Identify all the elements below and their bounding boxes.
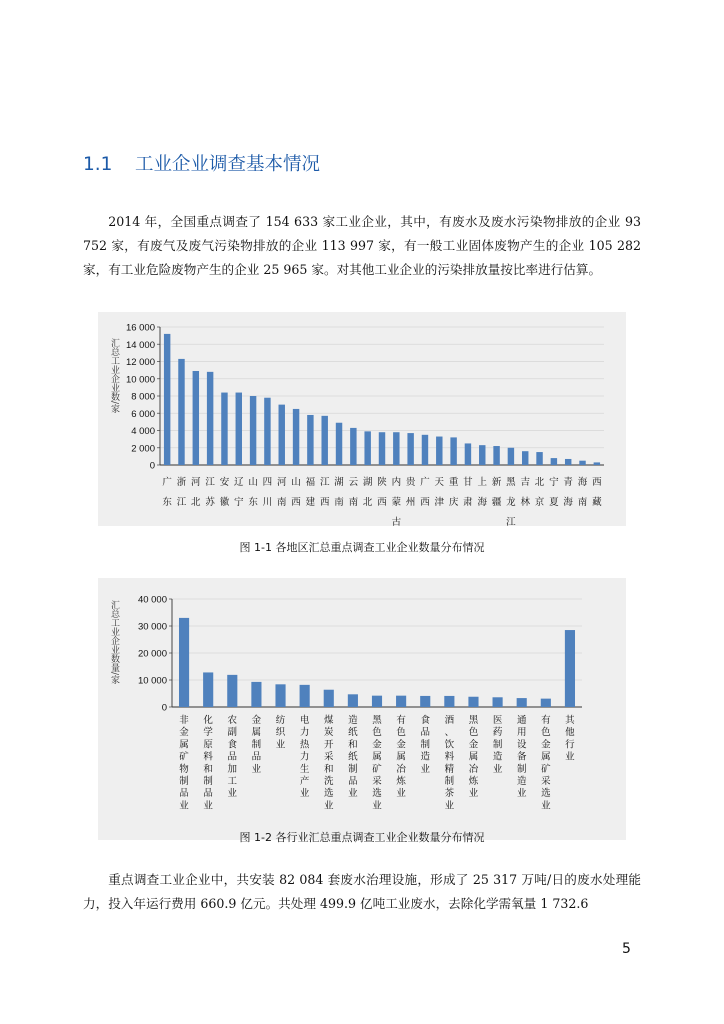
bar: [393, 432, 399, 465]
category-label: 黑色金属冶炼业: [468, 715, 479, 800]
bar: [396, 696, 406, 707]
bar: [479, 445, 485, 465]
category-label: 黑龙江: [506, 477, 516, 526]
category-label: 辽宁: [234, 477, 244, 508]
bar: [264, 398, 270, 465]
y-axis-label: 汇总工业企业数/家: [109, 338, 119, 414]
category-label: 金属制品业: [251, 715, 262, 775]
bar: [372, 696, 382, 707]
bar: [407, 433, 413, 465]
category-label: 山东: [248, 477, 258, 508]
bar: [444, 696, 454, 707]
y-tick-label: 30 000: [137, 621, 167, 633]
bar: [436, 437, 442, 465]
category-label: 通用设备制造业: [516, 715, 527, 800]
figure-1-caption: 图 1-1 各地区汇总重点调查工业企业数量分布情况: [239, 541, 485, 554]
category-label: 海南: [577, 477, 588, 508]
paragraph-wastewater: 重点调查工业企业中，共安装 82 084 套废水治理设施，形成了 25 317 万吨/日的废水处理能力，投入年运行费用 660.9 亿元。共处理 499.9 亿吨工业废水，去除化学需氧量 1 732.6: [83, 872, 641, 911]
y-tick-label: 20 000: [137, 648, 167, 660]
category-label: 湖北: [362, 477, 373, 508]
bar: [348, 694, 358, 707]
bar: [324, 690, 334, 707]
paragraph-intro: 2014 年，全国重点调查了 154 633 家工业企业，其中，有废水及废水污染物排放的企业 93 752 家，有废气及废气污染物排放的企业 113 997 家，有一般工业固体废物产生的企业 105 282 家，有工业危险废物产生的企业 25 965 家。对其他工业企业的污染排放量按比率进行估算。: [83, 214, 641, 277]
bar: [293, 409, 299, 465]
y-tick-label: 14 000: [125, 339, 155, 351]
category-label: 广东: [162, 477, 172, 508]
bar: [465, 443, 471, 465]
bar: [207, 372, 213, 465]
bar: [379, 432, 385, 465]
category-label: 宁夏: [549, 477, 559, 508]
bar: [517, 698, 527, 707]
bar: [300, 685, 310, 707]
y-tick-label: 4 000: [131, 426, 155, 437]
category-label: 造纸和纸制品业: [348, 715, 358, 800]
y-tick-label: 2 000: [131, 443, 155, 455]
section-number: 1.1: [83, 154, 113, 175]
category-label: 有色金属冶炼业: [396, 715, 406, 800]
bar: [178, 359, 184, 465]
bar: [221, 393, 227, 465]
category-label: 内蒙古: [391, 477, 402, 526]
y-tick-label: 10 000: [137, 675, 167, 687]
bar: [565, 630, 575, 707]
bar: [193, 371, 199, 465]
category-label: 纺织业: [275, 715, 286, 751]
category-label: 河北: [191, 477, 201, 508]
category-label: 电力热力生产业: [299, 715, 310, 800]
bar: [251, 682, 261, 707]
bar: [522, 451, 528, 465]
category-label: 化学原料和制品业: [203, 715, 213, 812]
category-label: 农副食品加工业: [227, 715, 238, 800]
category-label: 河南: [276, 477, 287, 508]
bar: [164, 334, 170, 465]
bar: [279, 405, 285, 465]
bar: [468, 697, 478, 707]
y-tick-label: 16 000: [125, 322, 155, 334]
category-label: 上海: [477, 477, 488, 508]
y-tick-label: 40 000: [137, 594, 167, 606]
bar: [179, 618, 189, 707]
category-label: 煤炭开采和洗选业: [324, 715, 334, 812]
bar: [227, 675, 237, 707]
y-tick-label: 12 000: [125, 357, 155, 368]
category-label: 医药制造业: [492, 715, 503, 775]
bar: [493, 697, 503, 707]
bar: [275, 684, 285, 707]
bar: [541, 699, 551, 707]
bar: [420, 696, 430, 707]
bar: [551, 458, 557, 465]
bar: [536, 452, 542, 465]
bar: [594, 462, 600, 465]
figure-2-chart: [98, 578, 626, 840]
category-label: 陕西: [377, 477, 387, 508]
category-label: 江苏: [205, 477, 215, 508]
category-label: 其他行业: [565, 715, 575, 763]
industry-bar-chart: [98, 578, 626, 840]
bar: [364, 431, 370, 465]
section-title: 工业企业调查基本情况: [135, 154, 321, 175]
category-label: 食品制造业: [420, 715, 430, 775]
category-label: 西藏: [592, 477, 602, 508]
category-label: 重庆: [448, 477, 459, 508]
category-label: 甘肃: [463, 477, 473, 508]
bar: [450, 437, 456, 465]
category-label: 有色金属矿采选业: [541, 715, 551, 812]
figure-2-caption: 图 1-2 各行业汇总重点调查工业企业数量分布情况: [239, 831, 485, 844]
category-label: 湖南: [334, 477, 344, 508]
bar: [307, 415, 313, 465]
bar: [236, 393, 242, 465]
bar: [508, 448, 514, 465]
category-label: 酒、饮料精制茶业: [444, 715, 455, 812]
bar: [336, 423, 342, 465]
category-label: 非金属矿物制品业: [179, 715, 189, 812]
figure-1-chart: [98, 312, 626, 526]
y-axis-label: 汇总工业企业数量/家: [109, 600, 119, 685]
category-label: 安徽: [219, 477, 230, 508]
bar: [203, 672, 213, 707]
category-label: 北京: [534, 477, 545, 508]
category-label: 吉林: [520, 477, 530, 508]
bar: [579, 461, 585, 465]
bar: [350, 428, 356, 465]
category-label: 云南: [348, 477, 359, 508]
bar: [250, 396, 256, 465]
section-heading: [83, 150, 320, 176]
category-label: 青海: [563, 477, 573, 508]
category-label: 广西: [420, 477, 430, 508]
category-label: 黑色金属矿采选业: [372, 715, 382, 812]
category-label: 四川: [262, 477, 273, 508]
bar: [422, 435, 428, 465]
y-tick-label: 8 000: [131, 391, 155, 403]
category-label: 新疆: [491, 477, 502, 508]
category-label: 浙江: [176, 477, 187, 508]
y-tick-label: 0: [149, 460, 155, 472]
bar: [321, 416, 327, 465]
category-label: 福建: [305, 477, 316, 508]
category-label: 贵州: [405, 477, 416, 508]
category-label: 天津: [434, 477, 445, 508]
category-label: 江西: [319, 477, 330, 508]
region-bar-chart: [98, 312, 626, 526]
y-tick-label: 10 000: [125, 374, 155, 386]
bar: [493, 446, 499, 465]
y-tick-label: 6 000: [131, 408, 155, 420]
y-tick-label: 0: [161, 702, 167, 714]
bar: [565, 459, 571, 465]
page-number: 5: [622, 941, 631, 957]
category-label: 山西: [291, 477, 301, 508]
